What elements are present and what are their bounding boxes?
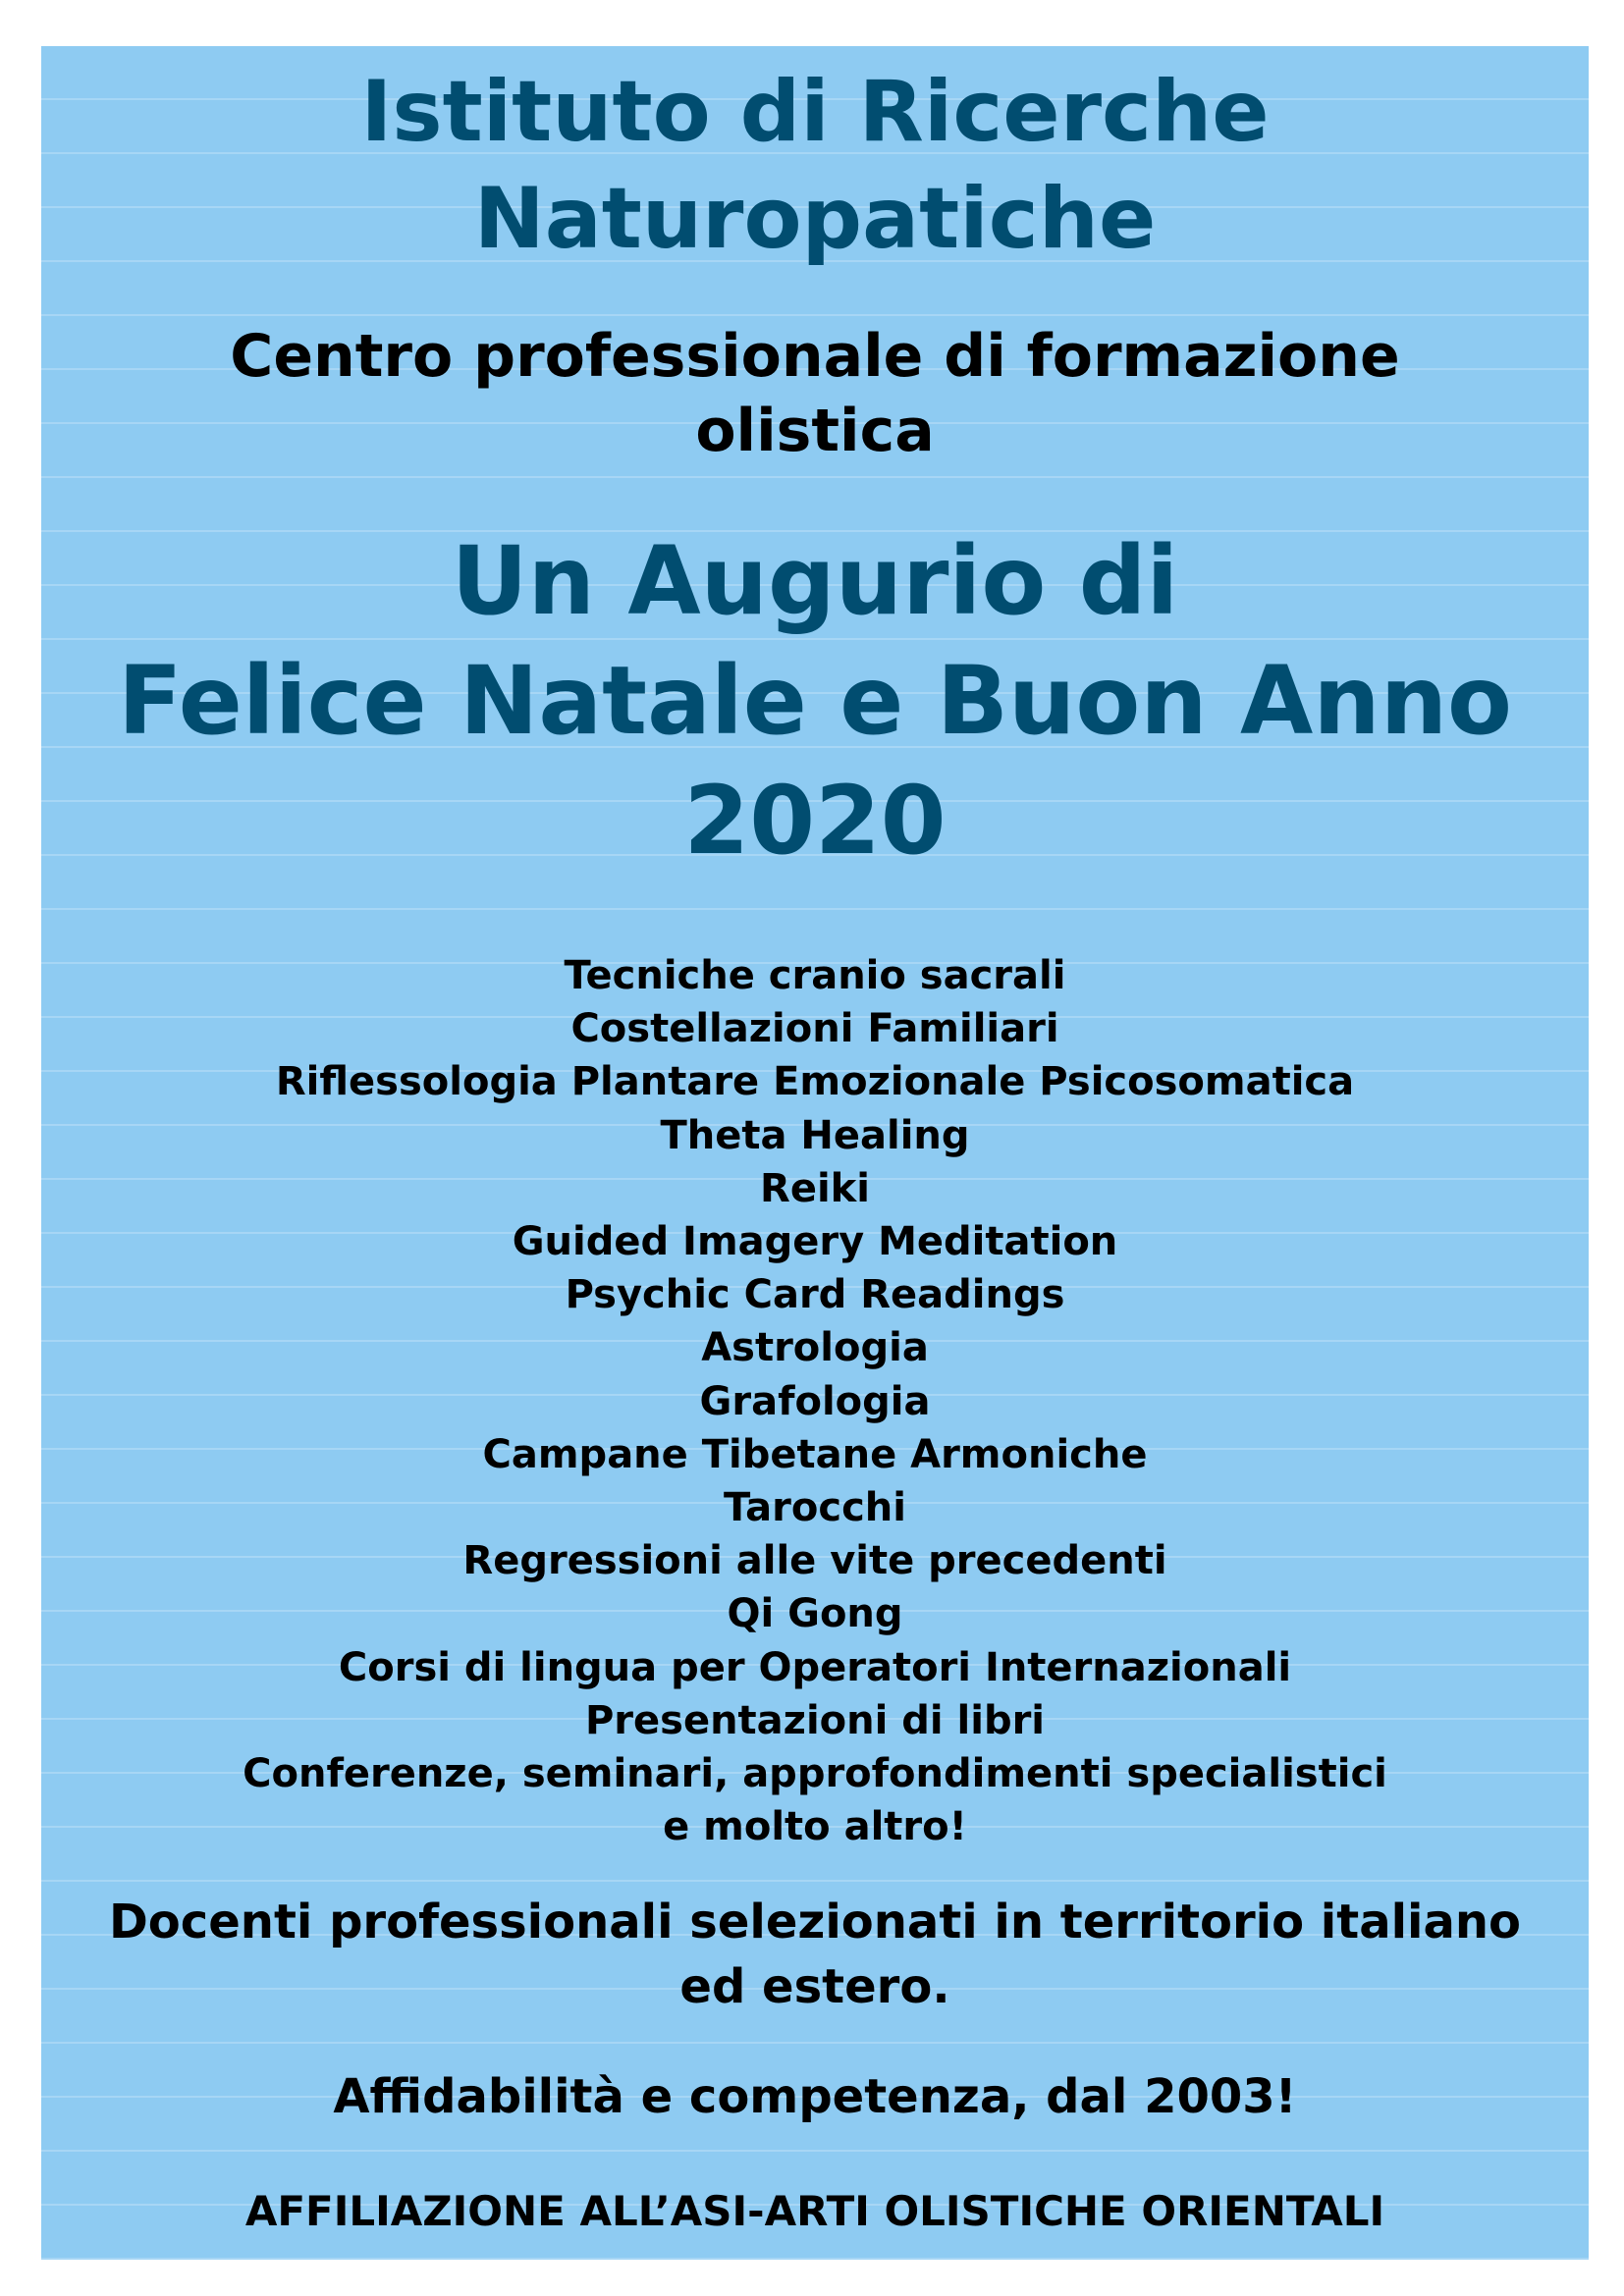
institute-name-line-2: Naturopatiche — [473, 170, 1157, 268]
course-item: Corsi di lingua per Operatori Internazionali — [338, 1644, 1292, 1690]
poster — [41, 46, 1589, 2260]
institute-name-line-1: Istituto di Ricerche — [360, 63, 1270, 161]
course-item: Qi Gong — [727, 1591, 903, 1637]
course-item: e molto altro! — [663, 1804, 967, 1850]
affiliation-statement: AFFILIAZIONE ALL’ASI-ARTI OLISTICHE ORIENTALI — [244, 2187, 1385, 2235]
course-item: Tarocchi — [724, 1485, 906, 1531]
greeting-line-1: Un Augurio di — [451, 526, 1179, 636]
course-item: Conferenze, seminari, approfondimenti specialistici — [243, 1751, 1387, 1797]
course-item: Grafologia — [699, 1378, 931, 1424]
course-item: Costellazioni Familiari — [570, 1006, 1059, 1052]
course-list — [41, 949, 1589, 1853]
course-item: Psychic Card Readings — [565, 1272, 1065, 1318]
course-item: Reiki — [760, 1165, 870, 1211]
subtitle-line-1: Centro professionale di formazione — [230, 322, 1400, 391]
greeting-year: 2020 — [683, 766, 947, 876]
course-item: Regressioni alle vite precedenti — [462, 1538, 1167, 1584]
teachers-line-1: Docenti professionali selezionati in territorio italiano — [108, 1895, 1522, 1949]
reliability-statement: Affidabilità e competenza, dal 2003! — [333, 2069, 1297, 2124]
course-item: Theta Healing — [660, 1112, 970, 1158]
course-item: Astrologia — [701, 1325, 929, 1371]
course-item: Guided Imagery Meditation — [512, 1219, 1118, 1265]
course-item: Tecniche cranio sacrali — [564, 953, 1066, 998]
course-item: Riflessologia Plantare Emozionale Psicosomatica — [275, 1059, 1355, 1105]
course-item: Presentazioni di libri — [584, 1697, 1046, 1743]
course-item: Campane Tibetane Armoniche — [482, 1431, 1148, 1477]
teachers-line-2: ed estero. — [679, 1959, 950, 2014]
greeting-line-2: Felice Natale e Buon Anno — [118, 646, 1512, 756]
subtitle-line-2: olistica — [695, 397, 935, 465]
